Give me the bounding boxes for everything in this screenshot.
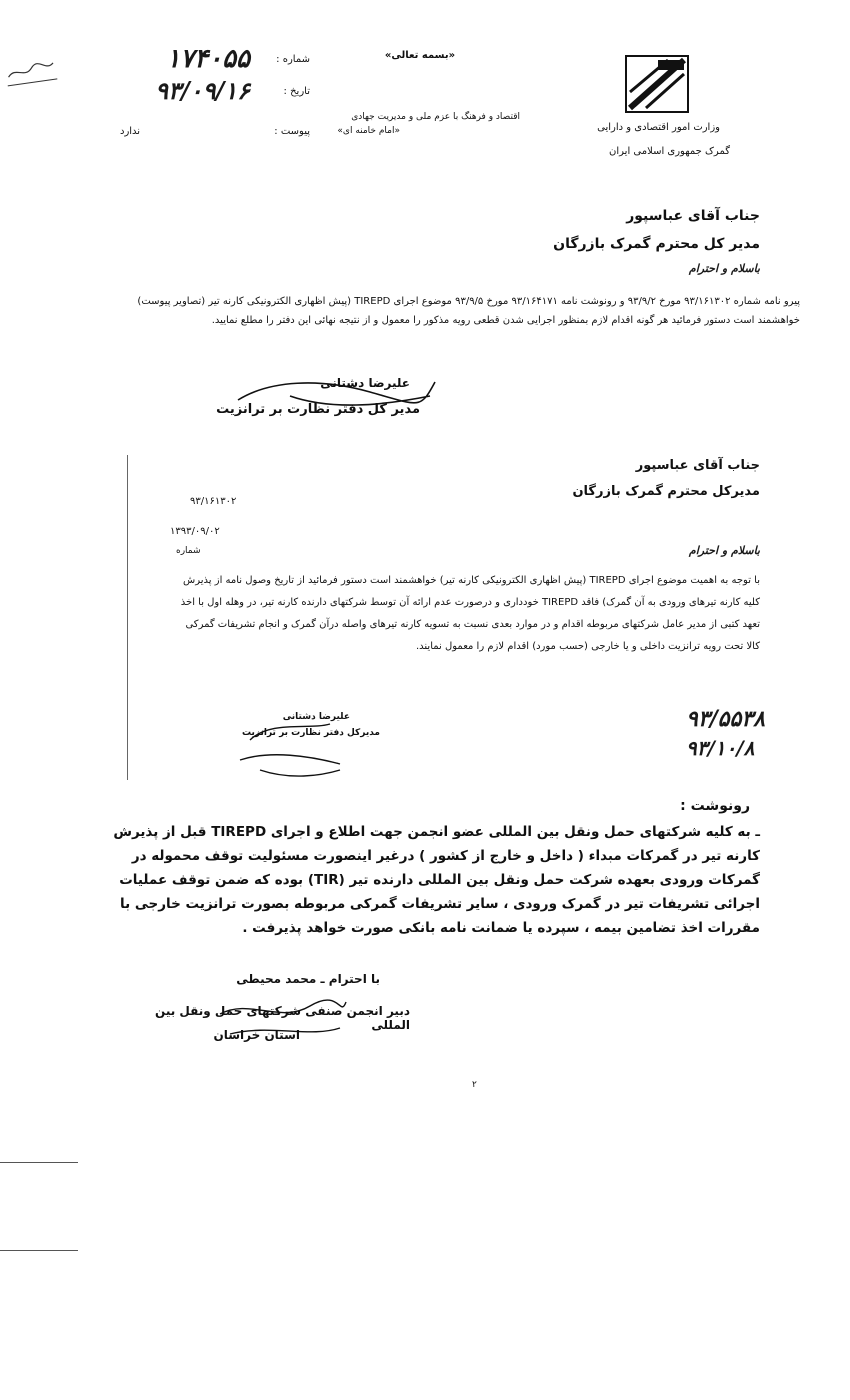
letter1-signer-title: مدیر کل دفتر نظارت بر ترانزیت [216, 402, 420, 417]
cc-body: ـ به کلیه شرکتهای حمل ونقل بین المللی عضو انجمن جهت اطلاع و اجرای TIREPD قبل از پذیرش کارنه تیر در گمرکات مبداء ( داخل و خارج از کشور ) درغیر اینصورت مسئولیت توقف محموله در گمرکات ورودی بعهده شرکت حمل ونقل بین المللی دارنده تیر (TIR) بوده که ضمن توقف عملیات اجرائی تشریفات تیر در گمرک ورودی ، سایر تشریفات گمرکی مربوطه بصورت ترانزیت خارجی با مقررات اخذ تضامین بیمه ، سپرده یا ضمانت نامه بانکی صورت خواهد پذیرفت . [113, 824, 760, 936]
bismillah: «بسمه تعالی» [384, 50, 456, 61]
margin-line-2 [0, 1250, 78, 1251]
letter1-greeting: باسلام و احترام [688, 262, 760, 275]
customs-logo [622, 52, 692, 116]
page-mark: ۲ [472, 1080, 477, 1090]
annex-label: پیوست : [274, 126, 310, 137]
letter2-signer-name: علیرضا دشتانی [282, 712, 350, 722]
number-label: شماره : [276, 54, 310, 65]
letter2-ref-number: ۹۳/۱۶۱۳۰۲ [190, 496, 237, 507]
signature-scribble-icon [210, 994, 350, 1044]
slogan-quote: «امام خامنه ای» [337, 126, 400, 136]
letter2-greeting: باسلام و احترام [688, 544, 760, 557]
letter-meta-block [120, 46, 310, 106]
cc-province: استان خراسان [213, 1028, 300, 1042]
handwritten-date: ۹۳/۱۰/۸ [686, 736, 755, 760]
scribble-icon [5, 57, 57, 84]
letter1-recipient: جناب آقای عباسپور [626, 208, 760, 224]
number-value: ۱۷۴۰۵۵ [166, 44, 250, 74]
handwritten-number: ۹۳/۵۵۳۸ [686, 706, 765, 732]
number-row [120, 46, 310, 76]
date-row [120, 76, 310, 106]
date-label: تاریخ : [283, 86, 310, 97]
corner-stamp-mark [5, 57, 58, 87]
annex-row [120, 126, 310, 142]
customs-name: گمرک جمهوری اسلامی ایران [609, 146, 730, 157]
ministry-name: وزارت امور اقتصادی و دارایی [597, 122, 720, 133]
letter2-ref-label: شماره [176, 546, 201, 556]
letter1-signer-name: علیرضا دشتانی [320, 376, 410, 390]
letter2-signer-title: مدیرکل دفتر نظارت بر ترانزیت [241, 728, 380, 738]
letter2-ref-date: ۱۳۹۳/۰۹/۰۲ [170, 526, 220, 537]
letter2-recipient: جناب آقای عباسپور [635, 458, 760, 473]
letter1-body: پیرو نامه شماره ۹۳/۱۶۱۳۰۲ مورخ ۹۳/۹/۲ و رونوشت نامه ۹۳/۱۶۴۱۷۱ مورخ ۹۳/۹/۵ موضوع اجرای TIREPD (پیش اظهاری الکترونیکی کارنه تیر (تصاویر پیوست) خواهشمند است دستور فرمائید هر گونه اقدام لازم بمنظور اجرایی شدن قطعی رویه مذکور را معمول و از نتیجه نهائی این دفتر را مطلع نمایید. [137, 296, 800, 326]
cc-label: رونوشت : [680, 798, 750, 814]
slogan: اقتصاد و فرهنگ با عزم ملی و مدیریت جهادی [351, 112, 520, 122]
letter2-body: با توجه به اهمیت موضوع اجرای TIREPD (پیش اظهاری الکترونیکی کارنه تیر) خواهشمند است دستور فرمائید از تاریخ وصول نامه از پذیرش کلیه کارنه تیرهای ورودی به آن گمرک) فاقد TIREPD خودداری و درصورت عدم ارائه آن توسط شرکتهای دارنده کارنه تیر، در وهله اول با اخذ تعهد کتبی از مدیر عامل شرکتهای مربوطه اقدام و در موارد بعدی نسبت به تسویه کارنه تیرهای واصله درآن گمرک و انجام تشریفات گمرکی کالا تحت رویه ترانزیت داخلی و یا خارجی (حسب مورد) اقدام لازم را معمول نمایند. [180, 575, 760, 652]
cc-signature-title: دبیر انجمن صنفی شرکتهای حمل ونقل بین المللی [155, 1004, 410, 1032]
letter1-recipient-title: مدیر کل محترم گمرک بازرگان [553, 236, 760, 252]
annex-value: ندارد [120, 126, 141, 137]
customs-emblem-icon [622, 52, 692, 116]
cc-regards: با احترام ـ محمد محیطی [236, 972, 380, 986]
date-value: ۹۳/۰۹/۱۶ [155, 76, 250, 105]
embedded-letter-left-border [127, 455, 128, 780]
letter2-recipient-title: مدیرکل محترم گمرک بازرگان [572, 484, 760, 499]
cc-signature-scribble [210, 994, 350, 1044]
margin-line-1 [0, 1162, 78, 1163]
